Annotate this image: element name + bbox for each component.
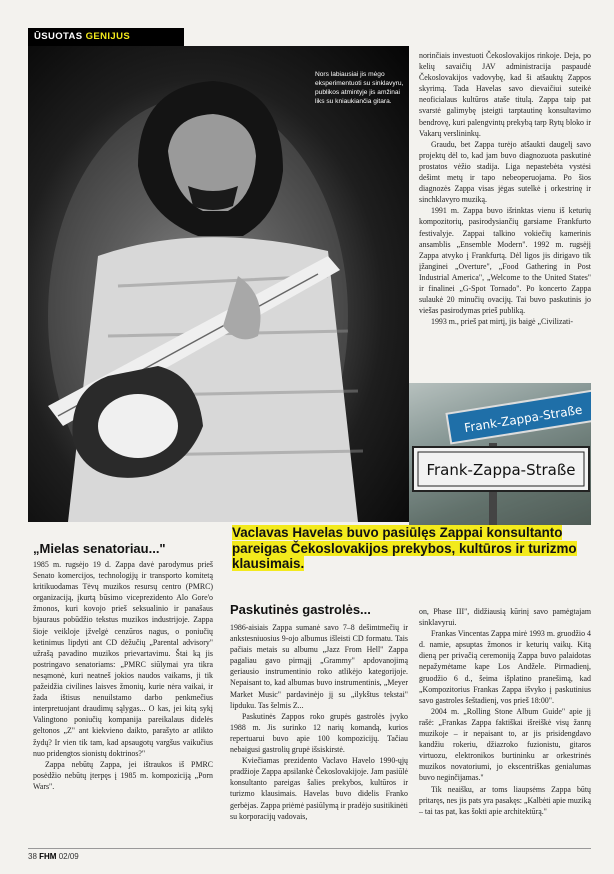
page-number: 38 xyxy=(28,852,37,861)
right-column-bottom xyxy=(419,606,591,817)
paragraph: Zappa nebūtų Zappa, jei ištraukos iš PMRC posėdžio nebūtų įterpęs į 1985 m. kompoziciją „Porn Wars". xyxy=(33,759,213,791)
paragraph: 1986-aisiais Zappa sumanė savo 7–8 dešimtmečių ir ankstesniuosius 9-ojo albumus išleisti CD formatu. Tais pačiais metais su albumu „Jazz From Hell" Zappa pagaliau gavo pirmąjį „Grammy" apdovanojimą geriausio instrumentinio roko atlikėjo kategorijoje. Nepaisant to, kad albumas buvo instrumentinis, „Meyer Market Music" pardavinėjo jį su „ilykštus tekstai" lipduku. Tas šelmis Z... xyxy=(230,623,408,710)
pull-quote xyxy=(232,525,584,572)
sign-text-blue: Frank-Zappa-Straße xyxy=(463,402,584,436)
middle-column xyxy=(230,622,408,822)
section-label: ŪSUOTAS xyxy=(34,31,86,42)
paragraph: on, Phase III", didžiausią kūrinį savo pamėgtajam sinklavyrui. xyxy=(419,607,591,628)
heading-gastroles: Paskutinės gastrolės... xyxy=(230,602,371,617)
paragraph: norinčiais investuoti Čekoslovakijos rinkoje. Deja, po kelių savaičių JAV administracija paspaudė Čekoslovakijos vadovybę, kad ši atšauktų Zappos skyrimą. Tada Havelas savo dievaičiui suteikė neoficialaus kultūros ataše titulą. Zappa taip pat svarstė galimybę įsteigti tarptautinę konsultavimo bendrovę, kuri palengvintų prekybą tarp Rytų bloko ir Vakarų verslininkų. xyxy=(419,51,591,138)
paragraph: Paskutinės Zappos roko grupės gastrolės įvyko 1988 m. Jis surinko 12 narių komandą, kurios repertuarui buvo apie 100 kompozicijų. Tačiau nebaigusi gastrolių grupė išsiskirstė. xyxy=(230,711,408,755)
paragraph: Tik neaišku, ar toms liaupsėms Zappa būtų pritaręs, nes jis pats yra pasakęs: „Kalbėti apie muziką – tai tas pat, kas šokti apie architektūrą." xyxy=(419,784,591,816)
left-column xyxy=(33,559,213,792)
paragraph: Kviečiamas prezidento Vaclavo Havelo 1990-ųjų pradžioje Zappa apsilankė Čekoslovakijoje. Jam pasiūlė konsultanto pareigas šalies prekybos, kultūros ir turizmo klausimais. Havelas buvo didelis Franko gerbėjas. Zappa priėmė pasiūlymą ir pradėjo susitikinėti su korporacijų vadovais, xyxy=(230,756,408,821)
sign-text-white: Frank-Zappa-Straße xyxy=(426,461,576,479)
footer xyxy=(28,852,79,861)
street-sign-photo xyxy=(409,383,591,525)
right-column-top xyxy=(419,50,591,327)
section-label-accent: GENIJUS xyxy=(85,31,131,42)
paragraph: 1993 m., prieš pat mirtį, jis baigė „Civilizati- xyxy=(431,317,574,327)
issue-number: 02/09 xyxy=(58,852,79,861)
paragraph: 1991 m. Zappa buvo išrinktas vienu iš keturių kompozitorių, pasirodysiančių garsiame Frankfurto festivalyje. Zappai talkino vokiečių kamerinis ansamblis „Ensemble Modern". 1992 m. rugsėjį Zappa atvyko į Frankfurtą. Dėl ligos jis dirigavo tik įžanginei „Overture", „Food Gathering in Post Industrial America", „Welcome to the United States" ir finalinei „G-Spot Tornado". Po koncerto Zappa sulaukė 20 minučių ovacijų. Tai buvo paskutinis jo viešas pasirodymas prieš publiką. xyxy=(419,206,591,316)
footer-rule xyxy=(28,848,591,849)
paragraph: Graudu, bet Zappa turėjo atšaukti daugelį savo projektų dėl to, kad jam buvo diagnozuota paskutinė prostatos vėžio stadija. Liga nepastebėta vystėsi dešimt metų ir tapo nebeoperuojama. Po šios diagnozės Zappa visas jėgas sutelkė į orkestrinę ir sinchklavyro muziką. xyxy=(419,139,591,205)
main-photo-guitarist xyxy=(28,46,409,522)
street-sign-illustration xyxy=(409,383,591,525)
guitarist-illustration xyxy=(28,46,409,522)
magazine-logo: FHM xyxy=(39,852,57,861)
paragraph: 2004 m. „Rolling Stone Album Guide" apie jį rašė: „Frankas Zappa faktiškai išreiškė visų žanrų muzikoje – ir nepaisant to, ar jis prisidengdavo kandžiu rokeriu, džiazroko fuzionistu, gitaros virtuozu, elektronikos burtininku ar orkestrinės muzikos novatoriumi, jo ekscentriškas genialumas buvo neginčijamas." xyxy=(419,706,591,783)
heading-mielas: „Mielas senatoriau..." xyxy=(33,541,166,556)
paragraph: 1985 m. rugsėjo 19 d. Zappa davė parodymus prieš Senato komercijos, technologijų ir transporto komitetą kritikuodamas Tėvų muzikos resursų centro (PMRC) organizaciją, įkurtą būsimo viceprezidento Alo Gore'o žmonos, kuri kovojo prieš seksualinio ir panašaus bjauraus pobūdžio tekstus muzikos industrijoje. Zappa šioje veikloje įžvelgė cenzūros nagus, o poniučių ketinimus lipdyti ant CD dėžučių „Parental advisory" užrašą pavadino muzikos prievartavimu. Štai ką jis postringavo senatoriams: „PMRC siūlymai yra tikra nesąmonė, kuri neatneš jokios naudos vaikams, ji tik pažeidžia civilines laisves žmonių, kurie nėra vaikai, ir žada ištisus nenuilstamo darbo penkmečius interpretuojant draudimų sąlygas... O kas, jei kitą sykį Valingtono poniučių kompanija pareikalaus didelės geltonos „Z" ant kiekvieno daikto, parašyto ar atlikto žydų? Ir vien tik tam, kad apsaugotų vargšus vaikučius nuo pridengtos sionistų doktrinos?" xyxy=(33,560,213,758)
pull-quote-text: Vaclavas Havelas buvo pasiūlęs Zappai konsultanto pareigas Čekoslovakijos prekybos, kultūros ir turizmo klausimais. xyxy=(232,525,577,571)
paragraph: Frankas Vincentas Zappa mirė 1993 m. gruodžio 4 d. namie, apsuptas žmonos ir keturių vaikų. Kitą dieną per privačią ceremoniją Zappa buvo palaidotas nepažymėtame kape Los Andžele. Pirmadienį, gruodžio 6 d., šeima išplatino pranešimą, kad „Kompozitorius Frankas Zappa išvyko į paskutinius savo gastroles šeštadienį, vos prieš 18:00". xyxy=(419,629,591,705)
section-tag xyxy=(28,28,184,46)
photo-caption: Nors labiausiai jis mėgo eksperimentuoti su sinklavyru, publikos atmintyje jis amžinai liks su kniaukiančia gitara. xyxy=(315,71,404,105)
